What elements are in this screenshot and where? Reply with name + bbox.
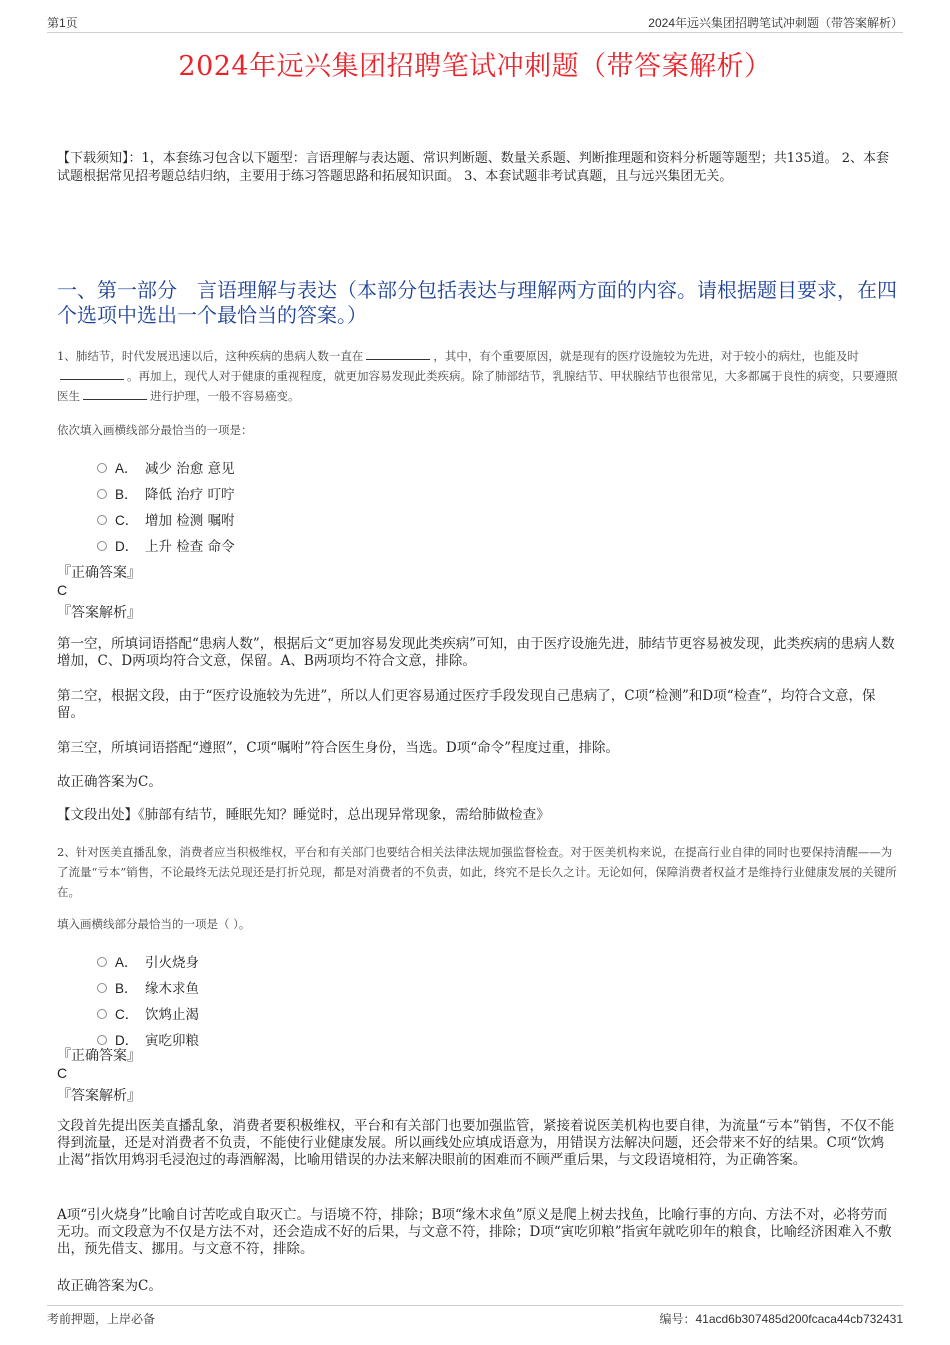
- page-footer: [47, 1305, 903, 1327]
- radio-button[interactable]: [97, 1035, 107, 1045]
- option-text: 缘木求鱼: [145, 981, 199, 997]
- q2-analysis-paragraph: A项“引火烧身”比喻自讨苦吃或自取灭亡。与语境不符，排除；B项“缘木求鱼”原义是爬上树去找鱼，比喻行事的方向、方法不对，必将劳而无功。而文段意为不仅是方法不对，还会造成不好的后果，与文意不符，排除；D项“寅吃卯粮”指寅年就吃卯年的粮食，比喻经济困难入不敷出，预先借支、挪用。与文意不符，排除。: [57, 1207, 892, 1257]
- radio-button[interactable]: [97, 541, 107, 551]
- question-2-stem: 2、针对医美直播乱象，消费者应当积极维权，平台和有关部门也要结合相关法律法规加强监督检查。对于医美机构来说，在提高行业自律的同时也要保持清醒——为了流量“亏本”销售，不论最终无法兑现还是打折兑现，都是对消费者的不负责，如此，终究不是长久之计。无论如何，保障消费者权益才是维持行业健康发展的关键所在。: [57, 845, 897, 899]
- option-letter: B．: [115, 487, 138, 502]
- q1-answer-label: 『正确答案』: [57, 565, 141, 581]
- q2-answer-label: 『正确答案』: [57, 1048, 141, 1064]
- question-2-prompt: 填入画横线部分最恰当的一项是（ ）。: [57, 917, 251, 931]
- q1-analysis-paragraph: 第一空，所填词语搭配“患病人数”，根据后文“更加容易发现此类疾病”可知，由于医疗设施先进，肺结节更容易被发现，此类疾病的患病人数增加，C、D两项均符合文意，保留。A、B两项均不符合文意，排除。: [57, 636, 895, 669]
- radio-button[interactable]: [97, 1009, 107, 1019]
- question-1-prompt: 依次填入画横线部分最恰当的一项是：: [57, 423, 253, 437]
- q1-stem-part4: 进行护理，一般不容易癌变。: [150, 389, 300, 403]
- q1-analysis-conclusion: 故正确答案为C。: [57, 774, 162, 790]
- document-title: 2024年远兴集团招聘笔试冲刺题（带答案解析）: [178, 51, 772, 82]
- q1-answer: C: [57, 582, 68, 598]
- option-letter: A．: [115, 955, 138, 970]
- option-letter: A．: [115, 461, 138, 476]
- q2-analysis-paragraph: 文段首先提出医美直播乱象，消费者要积极维权，平台和有关部门也要加强监管，紧接着说医美机构也要自律，为流量“亏本”销售，不仅不能得到流量，还是对消费者不负责，不能使行业健康发展。所以画线处应填成语意为，用错误方法解决问题，还会带来不好的结果。C项“饮鸩止渴”指饮用鸩羽毛浸泡过的毒酒解渴，比喻用错误的办法来解决眼前的困难而不顾严重后果，与文段语境相符，为正确答案。: [57, 1118, 895, 1168]
- option-letter: D．: [115, 539, 139, 554]
- option-letter: D．: [115, 1033, 139, 1048]
- header-doc-title: 2024年远兴集团招聘笔试冲刺题（带答案解析）: [648, 16, 903, 30]
- radio-button[interactable]: [97, 515, 107, 525]
- question-1-stem: [57, 346, 899, 406]
- page-number: 第1页: [47, 16, 78, 30]
- q1-stem-part2: ，其中，有个重要原因，就是现有的医疗设施较为先进，对于较小的病灶，也能及时: [433, 349, 859, 363]
- option-text: 降低 治疗 叮咛: [145, 487, 235, 503]
- option-text: 减少 治愈 意见: [145, 461, 235, 477]
- q1-stem-part3: 。再加上，现代人对于健康的重视程度，就更加容易发现此类疾病。除了肺部结节，乳腺结节、甲状腺结节也很常见，大多都属于良性的病变，只要遵照医生: [57, 369, 898, 403]
- q2-analysis-conclusion: 故正确答案为C。: [57, 1278, 162, 1294]
- q1-analysis-paragraph: 第二空，根据文段，由于“医疗设施较为先进”，所以人们更容易通过医疗手段发现自己患病了，C项“检测”和D项“检查”，均符合文意，保留。: [57, 688, 876, 721]
- q1-blank-1: [366, 347, 430, 360]
- q1-blank-3: [83, 387, 147, 400]
- option-text: 寅吃卯粮: [145, 1033, 199, 1049]
- radio-button[interactable]: [97, 489, 107, 499]
- footer-slogan: 考前押题，上岸必备: [47, 1312, 156, 1326]
- q1-stem-part1: 1、肺结节，时代发展迅速以后，这种疾病的患病人数一直在: [57, 349, 364, 363]
- option-letter: C．: [115, 1007, 139, 1022]
- q2-answer: C: [57, 1065, 68, 1081]
- q1-analysis-paragraph: 第三空，所填词语搭配“遵照”，C项“嘱咐”符合医生身份，当选。D项“命令”程度过重，排除。: [57, 740, 620, 756]
- footer-doc-id: 编号：41acd6b307485d200fcaca44cb732431: [659, 1312, 903, 1326]
- option-text: 饮鸩止渴: [145, 1007, 199, 1023]
- q1-blank-2: [60, 367, 124, 380]
- radio-button[interactable]: [97, 983, 107, 993]
- radio-button[interactable]: [97, 463, 107, 473]
- option-text: 上升 检查 命令: [145, 539, 235, 555]
- q1-source: 【文段出处】《肺部有结节，睡眠先知？睡觉时，总出现异常现象，需给肺做检查》: [57, 807, 550, 823]
- option-letter: C．: [115, 513, 139, 528]
- q1-analysis-label: 『答案解析』: [57, 605, 141, 621]
- option-text: 增加 检测 嘱咐: [145, 513, 235, 529]
- option-text: 引火烧身: [145, 955, 199, 971]
- page-header: [47, 14, 903, 33]
- section-heading: 一、第一部分 言语理解与表达（本部分包括表达与理解两方面的内容。请根据题目要求，在四个选项中选出一个最恰当的答案。）: [57, 278, 897, 327]
- option-letter: B．: [115, 981, 138, 996]
- q2-analysis-label: 『答案解析』: [57, 1088, 141, 1104]
- radio-button[interactable]: [97, 957, 107, 967]
- download-notice: 【下载须知】：1，本套练习包含以下题型：言语理解与表达题、常识判断题、数量关系题、判断推理题和资料分析题等题型；共135道。 2、本套试题根据常见招考题总结归纳，主要用于练习答题思路和拓展知识面。 3、本套试题非考试真题，且与远兴集团无关。: [57, 151, 889, 184]
